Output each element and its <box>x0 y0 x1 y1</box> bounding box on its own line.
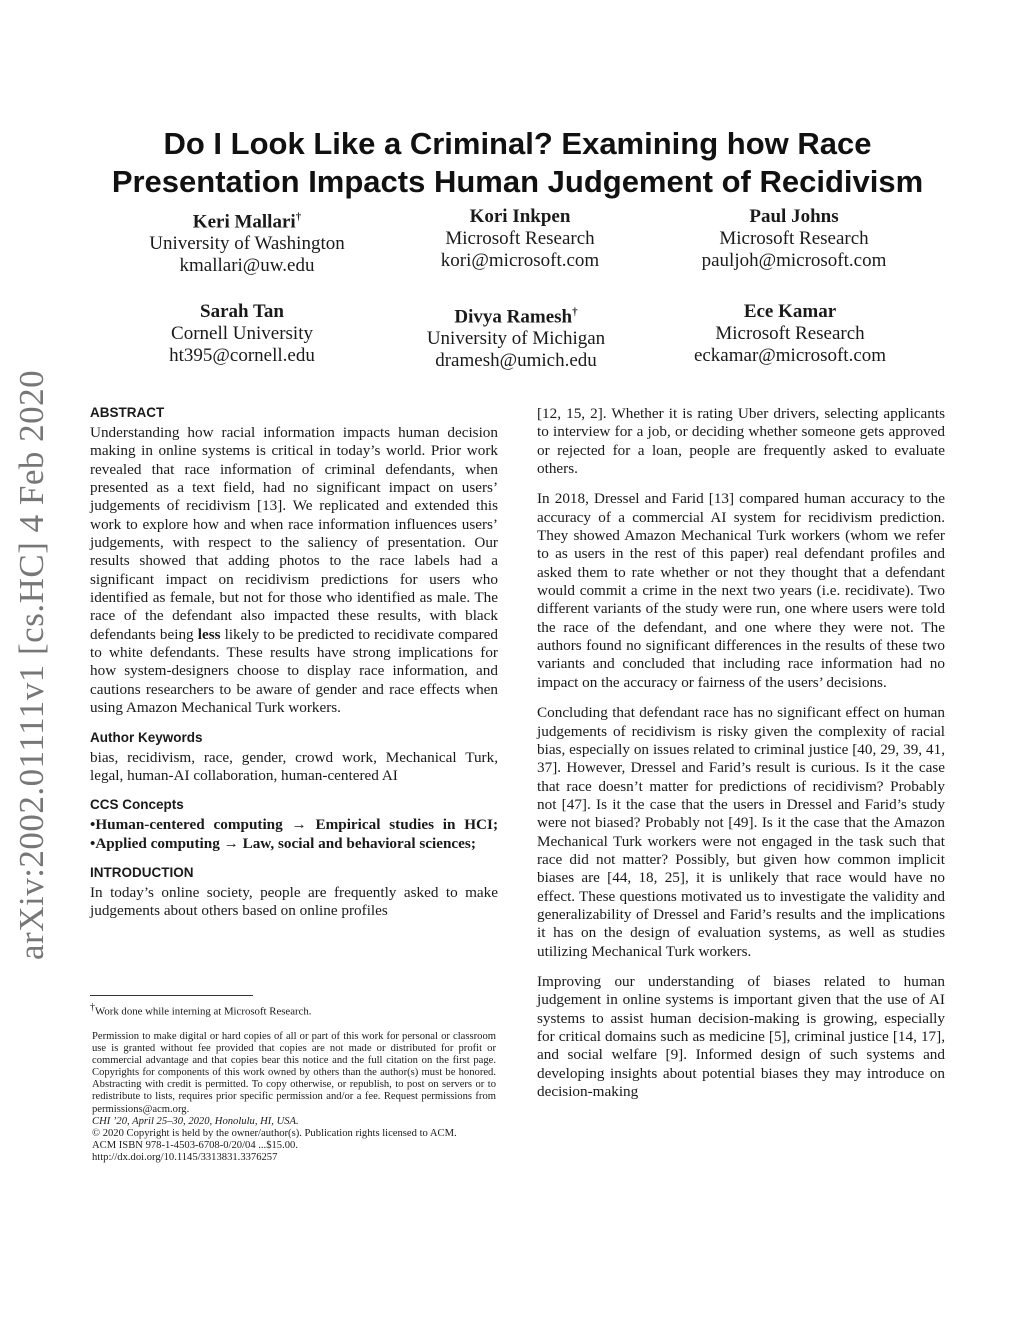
title-line-2: Presentation Impacts Human Judgement of Recidivism <box>111 164 924 199</box>
author-kori-inkpen <box>370 206 670 272</box>
author-affiliation: Microsoft Research <box>445 228 595 249</box>
ccs-heading: CCS Concepts <box>90 797 184 813</box>
author-name: Keri Mallari† <box>192 211 302 233</box>
author-affiliation: University of Michigan <box>426 328 606 350</box>
arxiv-identifier: arXiv:2002.01111v1 [cs.HC] 4 Feb 2020 <box>12 369 51 960</box>
author-email[interactable]: kori@microsoft.com <box>440 250 600 271</box>
author-affiliation: Microsoft Research <box>715 323 865 344</box>
author-name: Sarah Tan <box>200 301 284 322</box>
right-column <box>537 405 945 1101</box>
author-affiliation: University of Washington <box>149 233 345 255</box>
author-email[interactable]: dramesh@umich.edu <box>435 350 597 372</box>
abstract-text: Understanding how racial information impacts human decision making in online systems is critical in today’s world. Prior work revealed that race information of criminal defendants, when presented as a text field, had no significant impact on users’ judgements of recidivism [13]. We replicated and extended this work to explore how and when race information influences users’ judgements, with respect to the saliency of presentation. Our results showed that adding photos to the race labels had a significant impact on recidivism predictions for users who identified as female, but not for those who identified as male. The race of the defendant also impacted these results, with black defendants being less likely to be predicted to recidivate compared to white defendants. These results have strong implications for how system-designers choose to display race information, and cautions researchers to be aware of gender and race effects when using Amazon Mechanical Turk workers. <box>90 424 499 717</box>
doi-link[interactable]: http://dx.doi.org/10.1145/3313831.3376257 <box>92 1151 278 1163</box>
author-email[interactable]: ht395@cornell.edu <box>169 345 315 366</box>
copyright-line: © 2020 Copyright is held by the owner/author(s). Publication rights licensed to ACM. <box>92 1127 457 1139</box>
permission-block <box>92 1031 496 1164</box>
author-email[interactable]: pauljoh@microsoft.com <box>701 250 887 271</box>
paper-title <box>90 125 945 201</box>
title-line-1: Do I Look Like a Criminal? Examining how Race <box>163 126 872 161</box>
left-column <box>90 405 498 921</box>
author-affiliation: Microsoft Research <box>719 228 869 249</box>
author-email[interactable]: eckamar@microsoft.com <box>693 345 887 366</box>
author-email[interactable]: kmallari@uw.edu <box>179 255 315 277</box>
introduction-text: In today’s online society, people are frequently asked to make judgements about others based on online profiles <box>90 883 498 920</box>
paragraph: In 2018, Dressel and Farid [13] compared human accuracy to the accuracy of a commercial AI system for recidivism prediction. They showed Amazon Mechanical Turk workers (whom we refer to as users in the rest of this paper) real defendant profiles and asked them to rate whether or not they thought that a defendant would commit a crime in the next two years (i.e. recidivate). Two different variants of the study were run, one where users were told the race of the defendant, and one where they were not. The authors found no significant differences in the results of these two variants and concluded that including race information had no impact on the accuracy or fairness of the users’ decisions. <box>537 490 945 691</box>
footnote-rule <box>90 995 253 996</box>
ccs-text: •Human-centered computing → Empirical studies in HCI; •Applied computing → Law, social and behavioral sciences; <box>90 816 498 852</box>
author-paul-johns <box>644 206 944 272</box>
paragraph: [12, 15, 2]. Whether it is rating Uber drivers, selecting applicants to interview for a job, or deciding whether someone gets approved or rejected for a loan, people are frequently asked to evaluate others. <box>537 405 945 478</box>
author-ece-kamar <box>640 301 940 367</box>
author-name: Kori Inkpen <box>469 206 571 227</box>
author-name: Ece Kamar <box>743 301 837 322</box>
author-name: Paul Johns <box>749 206 839 227</box>
venue-line: CHI ’20, April 25–30, 2020, Honolulu, HI, USA. <box>92 1115 299 1127</box>
author-keri-mallari <box>97 206 397 277</box>
keywords-heading: Author Keywords <box>90 729 203 745</box>
introduction-heading: INTRODUCTION <box>90 864 194 880</box>
author-sarah-tan <box>92 301 392 367</box>
paragraph: Improving our understanding of biases related to human judgement in online systems is important given that the use of AI systems to assist human decision-making is growing, especially for critical domains such as medicine [5], criminal justice [14, 17], and social welfare [9]. Informed design of such systems and developing insights about potential biases they may introduce on decision-making <box>537 972 945 1101</box>
emphasis-less: less <box>197 625 221 643</box>
author-affiliation: Cornell University <box>171 323 313 344</box>
isbn-line: ACM ISBN 978-1-4503-6708-0/20/04 ...$15.00. <box>92 1139 298 1151</box>
author-divya-ramesh <box>366 301 666 372</box>
footnote: †Work done while interning at Microsoft Research. <box>90 1002 312 1018</box>
permission-text: Permission to make digital or hard copies of all or part of this work for personal or classroom use is granted without fee provided that copies are not made or distributed for profit or commercial advantage and that copies bear this notice and the full citation on the first page. Copyrights for components of this work owned by others than the author(s) must be honored. Abstracting with credit is permitted. To copy otherwise, or republish, to post on servers or to redistribute to lists, requires prior specific permission and/or a fee. Request permissions from permissions@acm.org. <box>92 1031 496 1115</box>
abstract-heading: ABSTRACT <box>90 405 165 420</box>
keywords-text: bias, recidivism, race, gender, crowd work, Mechanical Turk, legal, human-AI collaboration, human-centered AI <box>90 748 498 784</box>
author-name: Divya Ramesh† <box>454 306 578 328</box>
paragraph: Concluding that defendant race has no significant effect on human judgements of recidivism is risky given the complexity of racial bias, especially on issues related to criminal justice [40, 29, 39, 41, 37]. However, Dressel and Farid’s result is curious. Is it the case that race doesn’t matter for predictions of recidivism? Probably not [47]. Is it the case that the users in Dressel and Farid’s study were not biased? Probably not [49]. Is it the case that the Amazon Mechanical Turk workers were not engaged in the task such that race did not matter? Possibly, but given how common implicit biases are [44, 18, 25], it is unlikely that race would have no effect. These questions motivated us to investigate the validity and generalizability of Dressel and Farid’s results and the implications it has on the design of evaluation systems, as well as studies utilizing Mechanical Turk workers. <box>537 704 945 960</box>
